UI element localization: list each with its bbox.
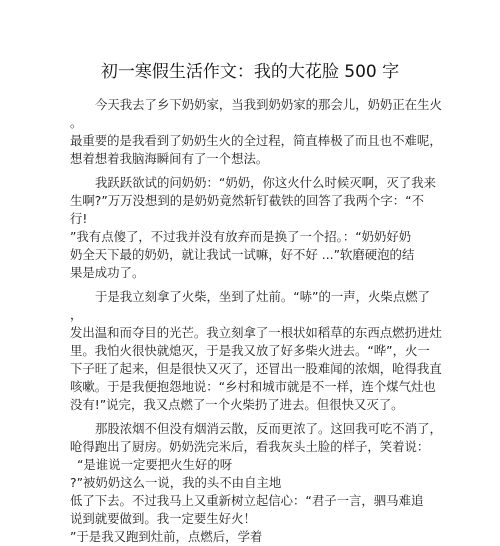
text-line: 最重要的是我看到了奶奶生火的全过程，简直棒极了而且也不难呢， — [70, 133, 442, 148]
text-line: 生啊?”万万没想到的是奶奶竟然斩钉截铁的回答了我两个字：“不 — [70, 193, 424, 208]
text-line: 咳嗽。于是我便抱怨地说：“乡村和城市就是不一样，连个煤气灶也 — [70, 379, 436, 394]
text-line: 果是成功了。 — [70, 265, 145, 280]
text-line: ， — [70, 307, 83, 322]
text-line: 低了下去。不过我马上又重新树立起信心：“君子一言，驷马难追 — [70, 493, 424, 508]
page-title: 初一寒假生活作文：我的大花脸 500 字 — [100, 62, 400, 82]
text-line: 奶全天下最的奶奶，就让我试一试嘛，好不好 ...”软磨硬泡的结 — [70, 247, 415, 262]
text-line: 于是我立刻拿了火柴，坐到了灶前。“哧”的一声，火柴点燃了 — [95, 289, 430, 304]
text-line: 。 — [70, 115, 83, 130]
text-line: 想着想着我脑海瞬间有了一个想法。 — [70, 151, 269, 166]
text-line: 发出温和而夺目的光芒。我立刻拿了一根状如稻草的东西点燃扔进灶 — [70, 325, 442, 340]
text-line: ?”被奶奶这么一说，我的头不由自主地 — [70, 475, 282, 490]
text-line: 呛得跑出了厨房。奶奶洗完米后，看我灰头土脸的样子，笑着说： — [70, 439, 430, 454]
text-line: 今天我去了乡下奶奶家，当我到奶奶家的那会儿，奶奶正在生火 — [95, 97, 442, 112]
text-line: 那股浓烟不但没有烟消云散，反而更浓了。这回我可吃不消了， — [95, 421, 442, 436]
text-line: 里。我怕火很快就熄灭，于是我又放了好多柴火进去。“哗”，火一 — [70, 343, 430, 358]
text-line: 行! — [70, 211, 88, 226]
text-line: ”于是我又跑到灶前，点燃后，学着 — [70, 529, 263, 544]
text-line: 我跃跃欲试的问奶奶：“奶奶，你这火什么时候灭啊，灭了我来 — [95, 175, 436, 190]
text-line: 没有!”说完，我又点燃了一个火柴扔了进去。但很快又灭了。 — [70, 397, 404, 412]
text-line: ”我有点傻了，不过我并没有放弃而是换了一个招。：“奶奶好奶 — [70, 229, 412, 244]
text-line: 下子旺了起来，但是很快又灭了，还冒出一股难闻的浓烟，呛得我直 — [70, 361, 442, 376]
text-line: 说到就要做到。我一定要生好火！ — [70, 511, 256, 526]
text-line: “是谁说一定要把火生好的呀 — [77, 457, 233, 472]
